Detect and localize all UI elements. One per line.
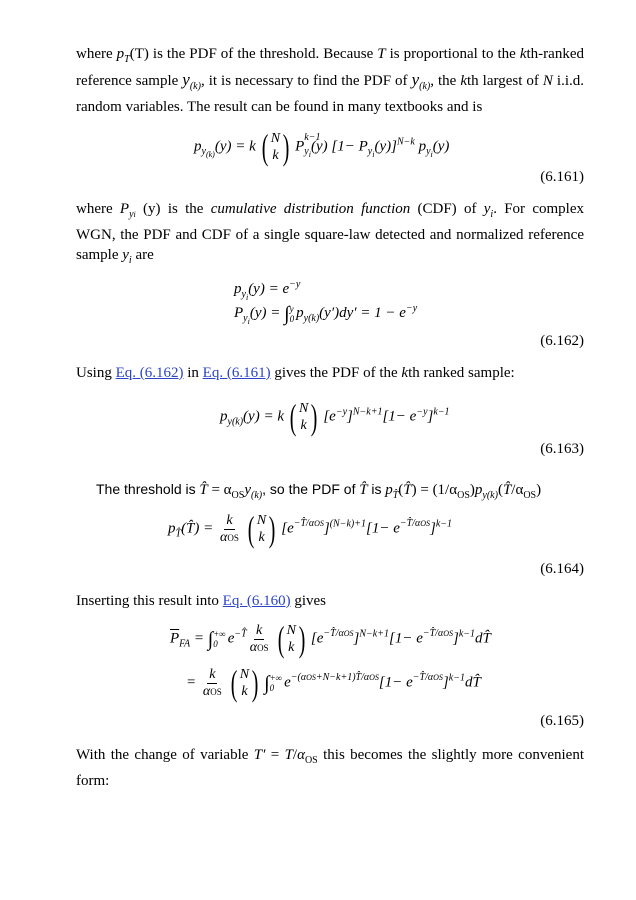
equation-6-164: The threshold is T̂ = $\alpha_{OS}y_{(k)}$, so the PDF of T̂ is $p_{T̂}(T̂)$ = $(1/\alpha_{OS})p_{y(k)}(T̂/\alpha_{OS})$ $p_{T̂}(T̂)$ = $\frac{k}{\text{αOS}}$ ( N k ) $[e^{-T̂/\alpha OS}]^{(N-k)+1}[1- e^{-T̂/\alpha OS}]^{k-1}$ (6.164): [96, 481, 584, 577]
paragraph-inserting-result: Inserting this result into Eq. (6.160) gives: [76, 593, 326, 609]
eq-6-160-link[interactable]: Eq. (6.160): [222, 593, 291, 609]
equation-6-163: $p_{y(k)}(y) = k$ ( N k ) $[e^{-y}]^{N-k+1}[1- e^{-y}]^{k-1}$ (6.163): [220, 397, 584, 457]
paragraph-change-of-variable: With the change of variable $T' = T/\alpha_{OS}$ this becomes the slightly more convenient form:: [76, 747, 584, 789]
equation-number: (6.164): [540, 561, 584, 577]
equation-number: (6.165): [540, 713, 584, 729]
page-content: [76, 44, 584, 791]
paragraph-using-equations: Using Eq. (6.162) in Eq. (6.161) gives the PDF of the kth ranked sample:: [76, 365, 515, 381]
eq-6-161-link[interactable]: Eq. (6.161): [202, 365, 271, 381]
equation-number: (6.162): [540, 333, 584, 349]
equation-number: (6.161): [540, 169, 584, 185]
equation-number: (6.163): [540, 441, 584, 457]
paragraph-threshold-pdf: where $p_T(T)$ is the PDF of the threshold. Because T is proportional to the kth-ranked reference sample $y_{(k)}$, it is necessary to find the PDF of $y_{(k)}$, the kth largest of N i.i.d. random variables. The result can be found in many textbooks and is: [76, 46, 584, 115]
equation-6-161: $p_{y_{(k)}}(y) = k$ ( N k ) P $_{k-1 y_i}$(y) $[1- P_{y_i}(y)]^{N-k}$ $p_{y_i}(y)$ (6.161): [194, 127, 584, 185]
equation-6-165: $\overline{P}_{FA}$ = ∫ +∞ 0 $e^{-T̂}$ $\frac{k}{\text{αOS}}$ ( N k ) $[e^{-T̂/\alpha OS}]^{N-k+1}[1-$ $e^{-T̂/\alpha OS}]^{k-1}dT̂$ = $\frac{k}{\text{αOS}}$ ( N k ) ∫ +∞ 0 $e^{-(\alpha OS+N-k+1)T̂/\alpha OS}[1-$ $e^{-T̂/\alpha OS}]^{k-1}dT̂$ (6.165): [170, 619, 584, 729]
paragraph-cdf-definition: where $P_{yi}$ (y) is the cumulative distribution function (CDF) of $y_i$. For complex WGN, the PDF and CDF of a single square-law detected and normalized reference sample $y_i$ are: [76, 201, 584, 266]
equation-6-162: $p_{y_i}(y) = e^{-y}$ $P_{y_i}(y)$ = ∫ y 0 $p_{y(k)}(y')dy' = 1 - e^{-y}$ (6.162): [234, 279, 584, 349]
eq-6-162-link[interactable]: Eq. (6.162): [115, 365, 184, 381]
